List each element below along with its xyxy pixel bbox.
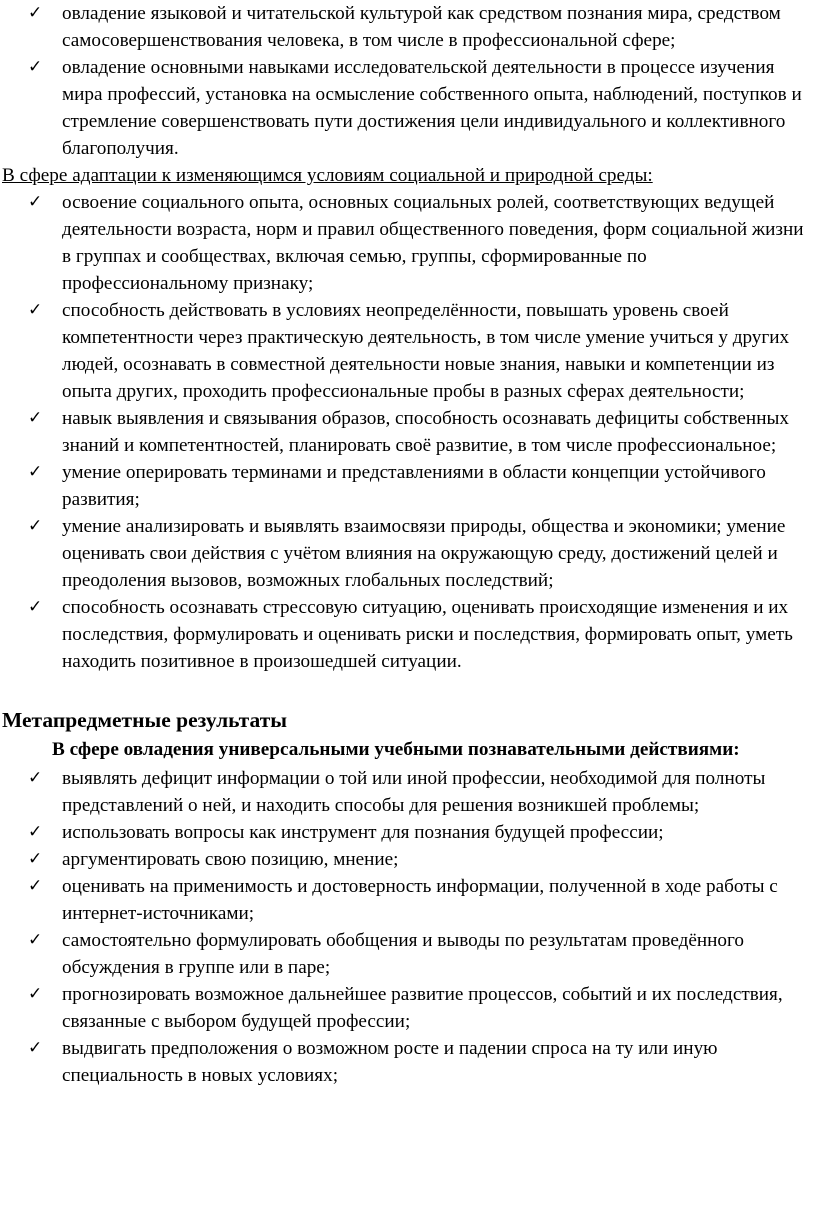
list-item	[0, 765, 816, 819]
list-item	[0, 594, 816, 675]
checkmark-icon: ✓	[28, 300, 43, 320]
list-item	[0, 513, 816, 594]
list-item-text: прогнозировать возможное дальнейшее развитие процессов, событий и их последствия, связанные с выбором будущей профессии;	[62, 984, 783, 1032]
list-item-text: овладение основными навыками исследовательской деятельности в процессе изучения мира профессий, установка на осмысление собственного опыта, наблюдений, поступков и стремление совершенствовать пути достижения цели индивидуального и коллективного благополучия.	[62, 57, 802, 159]
list-item-text: овладение языковой и читательской культурой как средством познания мира, средством самосовершенствования человека, в том числе в профессиональной сфере;	[62, 3, 781, 51]
personal-results-list-1	[0, 0, 816, 162]
list-item-text: аргументировать свою позицию, мнение;	[62, 849, 399, 870]
list-item	[0, 189, 816, 297]
list-item-text: выявлять дефицит информации о той или иной профессии, необходимой для полноты представлений о ней, и находить способы для решения возникшей проблемы;	[62, 768, 766, 816]
list-item-text: самостоятельно формулировать обобщения и выводы по результатам проведённого обсуждения в группе или в паре;	[62, 930, 744, 978]
checkmark-icon: ✓	[28, 930, 43, 950]
checkmark-icon: ✓	[28, 1038, 43, 1058]
checkmark-icon: ✓	[28, 984, 43, 1004]
checkmark-icon: ✓	[28, 408, 43, 428]
checkmark-icon: ✓	[28, 597, 43, 617]
heading-metasubject-results: Метапредметные результаты	[2, 708, 288, 732]
checkmark-icon: ✓	[28, 57, 43, 77]
checkmark-icon: ✓	[28, 822, 43, 842]
section-title-adaptation: В сфере адаптации к изменяющимся условиям социальной и природной среды:	[2, 165, 653, 186]
list-item-text: способность действовать в условиях неопределённости, повышать уровень своей компетентности через практическую деятельность, в том числе умение учиться у других людей, осознавать в совместной деятельности новые знания, навыки и компетенции из опыта других, проходить профессиональные пробы в разных сферах деятельности;	[62, 300, 790, 402]
checkmark-icon: ✓	[28, 516, 43, 536]
list-item	[0, 54, 816, 162]
checkmark-icon: ✓	[28, 768, 43, 788]
list-item-text: использовать вопросы как инструмент для познания будущей профессии;	[62, 822, 664, 843]
checkmark-icon: ✓	[28, 876, 43, 896]
list-item-text: навык выявления и связывания образов, способность осознавать дефициты собственных знаний и компетентностей, планировать своё развитие, в том числе профессиональное;	[62, 408, 789, 456]
list-item	[0, 405, 816, 459]
list-item-text: умение оперировать терминами и представлениями в области концепции устойчивого развития;	[62, 462, 766, 510]
list-item-text: оценивать на применимость и достоверность информации, полученной в ходе работы с интернет-источниками;	[62, 876, 778, 924]
list-item-text: умение анализировать и выявлять взаимосвязи природы, общества и экономики; умение оценивать свои действия с учётом влияния на окружающую среду, достижений целей и преодоления вызовов, возможных глобальных последствий;	[62, 516, 786, 591]
adaptation-results-list	[0, 189, 816, 675]
subheading-cognitive-actions: В сфере овладения универсальными учебными познавательными действиями:	[52, 739, 740, 760]
list-item	[0, 297, 816, 405]
list-item	[0, 459, 816, 513]
list-item	[0, 0, 816, 54]
list-item	[0, 1035, 816, 1089]
checkmark-icon: ✓	[28, 192, 43, 212]
checkmark-icon: ✓	[28, 849, 43, 869]
list-item-text: освоение социального опыта, основных социальных ролей, соответствующих ведущей деятельности возраста, норм и правил общественного поведения, форм социальной жизни в группах и сообществах, включая семью, группы, сформированные по профессиональному признаку;	[62, 192, 804, 294]
list-item	[0, 927, 816, 981]
list-item-text: выдвигать предположения о возможном росте и падении спроса на ту или иную специальность в новых условиях;	[62, 1038, 718, 1086]
list-item	[0, 873, 816, 927]
cognitive-actions-list	[0, 765, 816, 1089]
list-item-text: способность осознавать стрессовую ситуацию, оценивать происходящие изменения и их последствия, формулировать и оценивать риски и последствия, формировать опыт, уметь находить позитивное в произошедшей ситуации.	[62, 597, 793, 672]
checkmark-icon: ✓	[28, 3, 43, 23]
list-item	[0, 846, 816, 873]
list-item	[0, 819, 816, 846]
list-item	[0, 981, 816, 1035]
checkmark-icon: ✓	[28, 462, 43, 482]
